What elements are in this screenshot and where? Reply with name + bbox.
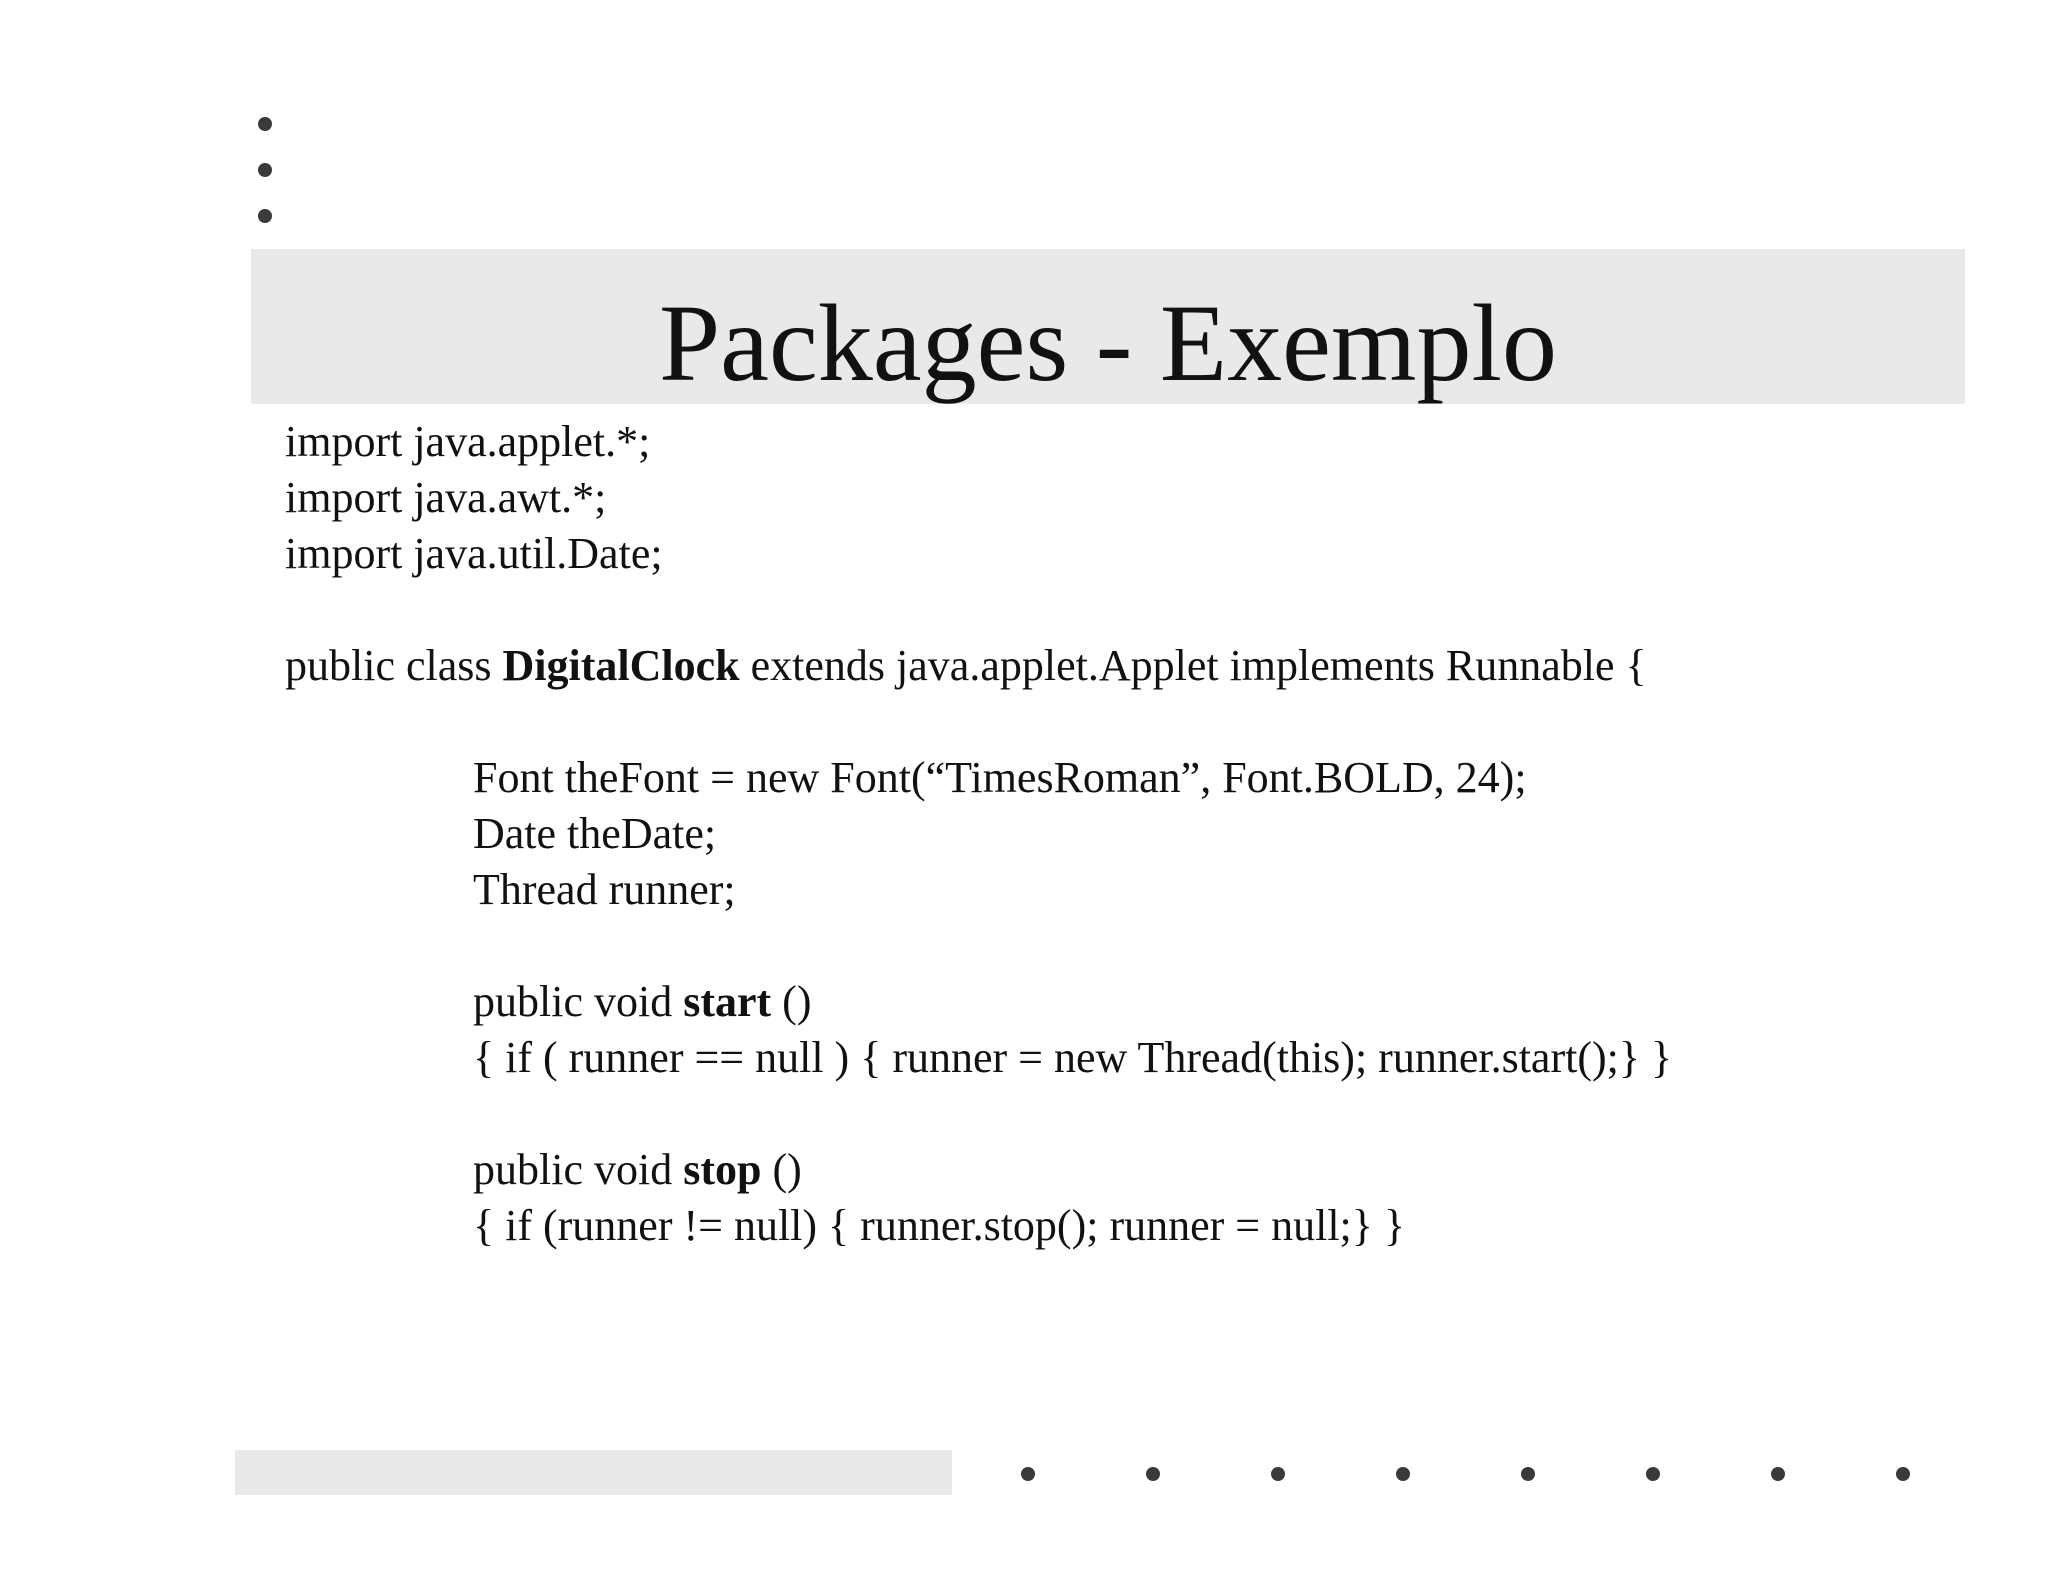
decorative-dot	[1646, 1467, 1660, 1481]
method-params: ()	[771, 977, 812, 1026]
blank-line	[285, 694, 1672, 750]
decorative-dot	[1896, 1467, 1910, 1481]
decorative-dot	[258, 163, 272, 177]
code-line: import java.awt.*;	[285, 473, 607, 522]
code-line: Thread runner;	[473, 865, 736, 914]
start-method-signature	[285, 974, 1672, 1030]
method-name-stop: stop	[683, 1145, 762, 1194]
footer-band	[235, 1450, 952, 1495]
method-params: ()	[761, 1145, 802, 1194]
decorative-dot	[1021, 1467, 1035, 1481]
decorative-dot	[1271, 1467, 1285, 1481]
method-name-start: start	[683, 977, 772, 1026]
decorative-dot	[1521, 1467, 1535, 1481]
class-declaration	[285, 638, 1672, 694]
class-name: DigitalClock	[502, 641, 740, 690]
class-extends: extends java.applet.Applet implements Runnable {	[739, 641, 1647, 690]
decorative-dot	[1146, 1467, 1160, 1481]
slide-title: Packages - Exemplo	[658, 282, 1558, 404]
blank-line	[285, 582, 1672, 638]
code-line: import java.util.Date;	[285, 529, 663, 578]
decorative-dot	[1396, 1467, 1410, 1481]
method-modifier: public void	[473, 977, 684, 1026]
blank-line	[285, 1086, 1672, 1142]
code-line: Date theDate;	[473, 809, 717, 858]
method-modifier: public void	[473, 1145, 684, 1194]
stop-method-body: { if (runner != null) { runner.stop(); runner = null;} }	[473, 1201, 1406, 1250]
code-line: import java.applet.*;	[285, 417, 651, 466]
blank-line	[285, 918, 1672, 974]
decorative-dot	[258, 117, 272, 131]
class-keyword: public class	[285, 641, 503, 690]
decorative-dot	[1771, 1467, 1785, 1481]
code-line: Font theFont = new Font(“TimesRoman”, Font.BOLD, 24);	[473, 753, 1527, 802]
start-method-body: { if ( runner == null ) { runner = new Thread(this); runner.start();} }	[473, 1033, 1673, 1082]
decorative-dot	[258, 209, 272, 223]
code-block	[285, 414, 1672, 1254]
stop-method-signature	[285, 1142, 1672, 1198]
